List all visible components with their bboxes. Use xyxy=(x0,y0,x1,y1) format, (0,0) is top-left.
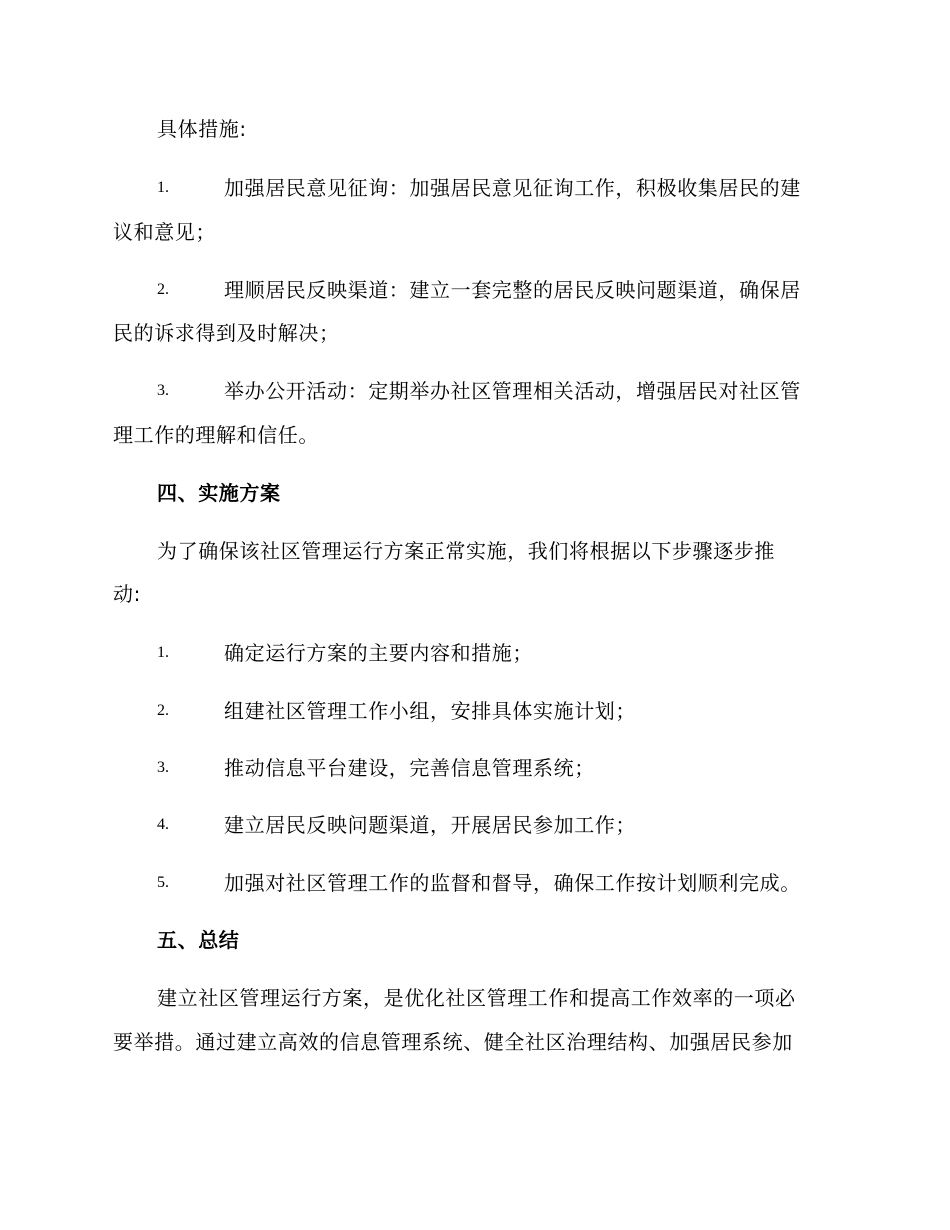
measure-1-number: 1. xyxy=(157,179,169,196)
summary-line-2: 要举措。通过建立高效的信息管理系统、健全社区治理结构、加强居民参加 xyxy=(113,1030,793,1054)
step-4-number: 4. xyxy=(157,816,169,833)
step-2-text: 组建社区管理工作小组，安排具体实施计划； xyxy=(224,699,636,723)
step-3-number: 3. xyxy=(157,759,169,776)
step-5-text: 加强对社区管理工作的监督和督导，确保工作按计划顺利完成。 xyxy=(224,871,801,895)
measure-3-text-cont: 理工作的理解和信任。 xyxy=(113,423,319,447)
measures-intro: 具体措施: xyxy=(157,117,247,141)
section-4-intro-cont: 动: xyxy=(113,582,141,606)
measure-3-number: 3. xyxy=(157,382,169,399)
section-4-intro: 为了确保该社区管理运行方案正常实施，我们将根据以下步骤逐步推 xyxy=(157,539,775,563)
step-5-number: 5. xyxy=(157,874,169,891)
measure-2-text-cont: 民的诉求得到及时解决； xyxy=(113,321,340,345)
summary-line-1: 建立社区管理运行方案，是优化社区管理工作和提高工作效率的一项必 xyxy=(157,986,796,1010)
measure-2-number: 2. xyxy=(157,281,169,298)
step-1-number: 1. xyxy=(157,644,169,661)
measure-1-text: 加强居民意见征询：加强居民意见征询工作，积极收集居民的建 xyxy=(224,176,801,200)
measure-3-text: 举办公开活动：定期举办社区管理相关活动，增强居民对社区管 xyxy=(224,379,801,403)
measure-1-text-cont: 议和意见； xyxy=(113,220,216,244)
measure-2-text: 理顺居民反映渠道：建立一套完整的居民反映问题渠道，确保居 xyxy=(224,278,801,302)
step-3-text: 推动信息平台建设，完善信息管理系统； xyxy=(224,756,595,780)
step-1-text: 确定运行方案的主要内容和措施； xyxy=(224,641,533,665)
step-2-number: 2. xyxy=(157,702,169,719)
section-5-heading: 五、总结 xyxy=(157,928,240,952)
step-4-text: 建立居民反映问题渠道，开展居民参加工作； xyxy=(224,813,636,837)
section-4-heading: 四、实施方案 xyxy=(157,481,281,505)
